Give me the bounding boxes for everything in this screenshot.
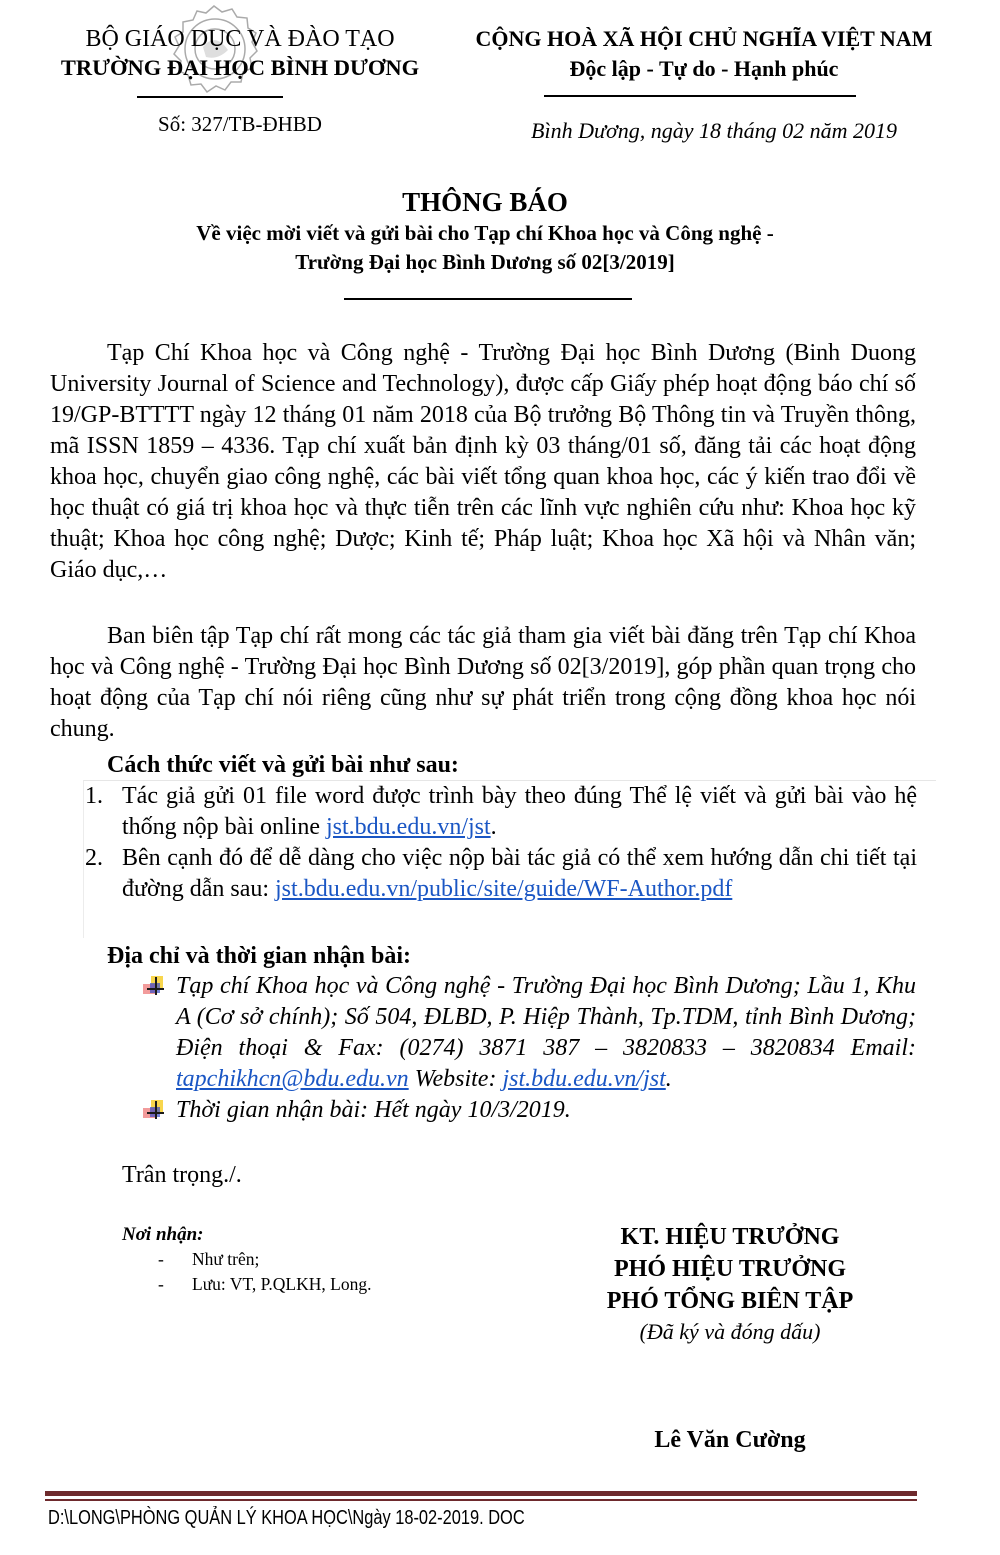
title-block	[60, 185, 910, 277]
website-label: Website:	[408, 1066, 503, 1092]
school-name: TRƯỜNG ĐẠI HỌC BÌNH DƯƠNG	[60, 55, 420, 80]
address-item	[140, 971, 916, 1095]
signature-note: (Đã ký và đóng dấu)	[639, 1319, 821, 1344]
footer-divider	[45, 1491, 917, 1496]
footer-divider-thin	[45, 1499, 917, 1501]
deadline-text: Thời gian nhận bài: Hết ngày 10/3/2019.	[176, 1097, 571, 1123]
online-submission-link[interactable]: jst.bdu.edu.vn/jst	[325, 814, 491, 840]
step-text	[122, 781, 917, 843]
submission-steps	[85, 781, 917, 905]
recipient-dash: -	[158, 1274, 164, 1294]
bullet-container	[140, 1095, 176, 1126]
paragraph-2: Ban biên tập Tạp chí rất mong các tác giả tham gia viết bài đăng trên Tạp chí Khoa học và Công nghệ - Trường Đại học Bình Dương số 02[3/2019], góp phần quan trọng cho hoạt động của Tạp chí nói riêng cũng như sự phát triển trong cộng đồng khoa học nói chung.	[50, 623, 916, 742]
step-number: 2.	[85, 845, 103, 871]
step-item	[85, 843, 917, 905]
national-motto: Độc lập - Tự do - Hạnh phúc	[569, 56, 839, 81]
recipient-item	[122, 1272, 371, 1297]
invitation-paragraph	[50, 621, 916, 745]
document-subtitle-line2: Trường Đại học Bình Dương số 02[3/2019]	[295, 250, 675, 274]
signature-title-1: KT. HIỆU TRƯỞNG	[620, 1224, 840, 1250]
title-divider	[344, 298, 632, 300]
submission-heading: Cách thức viết và gửi bài như sau:	[107, 752, 459, 778]
national-header	[452, 24, 956, 84]
author-guide-link[interactable]: jst.bdu.edu.vn/public/site/guide/WF-Author.pdf	[275, 876, 733, 902]
plus-bullet-icon	[143, 1100, 165, 1120]
document-number: Số: 327/TB-ĐHBD	[158, 112, 322, 136]
recipient-text: Như trên;	[192, 1249, 260, 1269]
step-text	[122, 843, 917, 905]
signature-title-2: PHÓ HIỆU TRƯỞNG	[613, 1256, 847, 1282]
step-item	[85, 781, 917, 843]
step-description: Bên cạnh đó để dễ dàng cho việc nộp bài tác giả có thể xem hướng dẫn chi tiết tại đường dẫn sau:	[122, 845, 917, 902]
address-details: Tạp chí Khoa học và Công nghệ - Trường Đại học Bình Dương; Lầu 1, Khu A (Cơ sở chính); Số 504, ĐLBD, P. Hiệp Thành, Tp.TDM, tỉnh Bình Dương; Điện thoại & Fax: (0274) 3871 387 – 3820833 – 3820834 Email:	[176, 973, 916, 1061]
header-left-divider	[137, 96, 283, 98]
recipients-heading: Nơi nhận:	[122, 1224, 204, 1245]
address-list	[140, 971, 916, 1126]
step-punct: .	[490, 814, 497, 840]
website-link[interactable]: jst.bdu.edu.vn/jst	[502, 1066, 666, 1092]
address-text	[176, 971, 916, 1095]
header-right-divider	[544, 95, 856, 97]
bullet-container	[140, 971, 176, 1095]
step-number: 1.	[85, 783, 103, 809]
step-description: Tác giả gửi 01 file word được trình bày theo đúng Thể lệ viết và gửi bài vào hệ thống nộp bài online	[122, 783, 917, 840]
recipients-block	[122, 1222, 371, 1297]
recipient-text: Lưu: VT, P.QLKH, Long.	[192, 1274, 372, 1294]
closing-regards: Trân trọng./.	[122, 1162, 242, 1188]
signature-title-3: PHÓ TỔNG BIÊN TẬP	[606, 1288, 854, 1314]
republic-name: CỘNG HOÀ XÃ HỘI CHỦ NGHĨA VIỆT NAM	[475, 26, 933, 51]
document-title: THÔNG BÁO	[402, 187, 568, 217]
document-date: Bình Dương, ngày 18 tháng 02 năm 2019	[531, 118, 897, 143]
recipient-item	[122, 1247, 371, 1272]
recipient-dash: -	[158, 1249, 164, 1269]
paragraph-1: Tạp Chí Khoa học và Công nghệ - Trường Đại học Bình Dương (Binh Duong University Journal of Science and Technology), được cấp Giấy phép hoạt động báo chí số 19/GP-BTTTT ngày 12 tháng 01 năm 2018 của Bộ trưởng Bộ Thông tin và Truyền thông, mã ISSN 1859 – 4336. Tạp chí xuất bản định kỳ 03 tháng/01 số, đăng tải các hoạt động khoa học, chuyển giao công nghệ, các bài viết tổng quan khoa học, các ý kiến trao đổi về học thuật có giá trị khoa học và thực tiễn trên các lĩnh vực nghiên cứu như: Khoa học kỹ thuật; Khoa học công nghệ; Dược; Kinh tế; Pháp luật; Khoa học Xã hội và Nhân văn; Giáo dục,…	[50, 340, 916, 583]
document-subtitle-line1: Về việc mời viết và gửi bài cho Tạp chí Khoa học và Công nghệ -	[196, 221, 774, 245]
signer-name: Lê Văn Cường	[654, 1427, 806, 1453]
address-punct: .	[665, 1066, 672, 1092]
plus-bullet-icon	[143, 976, 165, 996]
ministry-name: BỘ GIÁO DỤC VÀ ĐÀO TẠO	[85, 26, 395, 52]
deadline-item	[140, 1095, 916, 1126]
signature-block	[560, 1221, 900, 1347]
file-path-footer: D:\LONG\PHÒNG QUẢN LÝ KHOA HỌC\Ngày 18-02-2019. DOC	[48, 1507, 525, 1529]
issuer-header	[20, 24, 460, 82]
intro-paragraph	[50, 338, 916, 586]
address-heading: Địa chỉ và thời gian nhận bài:	[107, 943, 412, 969]
email-link[interactable]: tapchikhcn@bdu.edu.vn	[176, 1066, 409, 1092]
